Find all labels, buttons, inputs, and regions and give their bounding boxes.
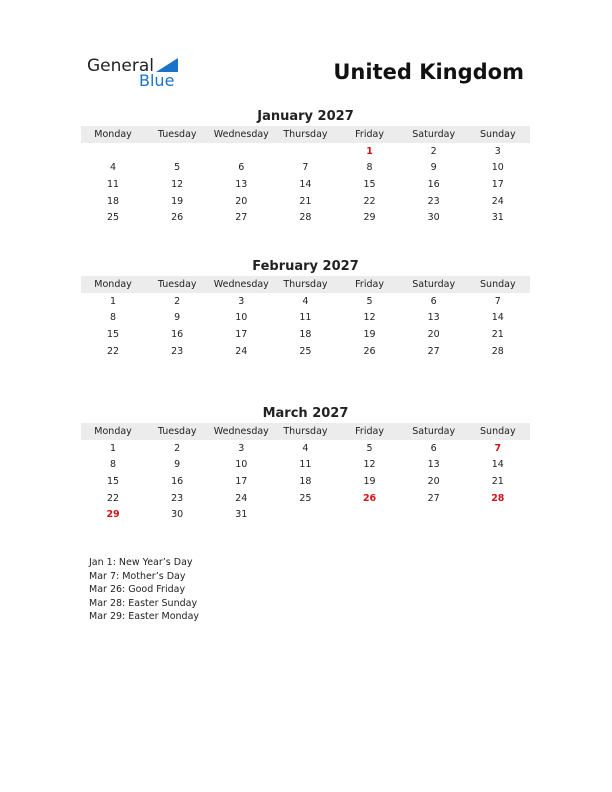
day-cell-holiday: 1 xyxy=(366,145,373,157)
weekday-label: Tuesday xyxy=(157,279,197,290)
day-cell: 7 xyxy=(494,295,501,307)
day-cell: 25 xyxy=(299,492,312,504)
day-cell: 5 xyxy=(174,162,181,174)
day-cell: 9 xyxy=(174,312,181,324)
day-cell-holiday: 29 xyxy=(106,509,120,521)
day-cell: 8 xyxy=(110,312,117,324)
day-cell: 3 xyxy=(238,442,245,454)
day-cell-holiday: 26 xyxy=(362,492,377,504)
weekday-header-row xyxy=(81,276,530,293)
day-cell: 18 xyxy=(107,195,120,207)
week-row xyxy=(81,506,530,523)
week-row xyxy=(81,176,530,193)
day-cell: 11 xyxy=(107,178,120,190)
week-row xyxy=(81,440,530,457)
day-cell: 15 xyxy=(107,475,120,487)
week-row xyxy=(81,193,530,210)
month-block xyxy=(81,405,530,523)
day-cell: 4 xyxy=(110,162,117,174)
day-cell: 24 xyxy=(491,195,504,207)
day-cell: 5 xyxy=(366,442,373,454)
day-cell: 19 xyxy=(363,475,376,487)
day-cell: 23 xyxy=(171,492,184,504)
day-cell: 22 xyxy=(107,345,120,357)
weekday-label: Sunday xyxy=(480,279,516,290)
day-cell: 11 xyxy=(299,459,312,471)
day-cell: 14 xyxy=(491,459,504,471)
weekday-header-row xyxy=(81,423,530,440)
day-cell: 12 xyxy=(363,459,376,471)
day-cell: 25 xyxy=(107,212,120,224)
weekday-label: Tuesday xyxy=(157,426,197,437)
day-cell: 31 xyxy=(491,212,504,224)
holiday-item: Mar 28: Easter Sunday xyxy=(89,597,198,609)
day-cell: 3 xyxy=(494,145,501,157)
day-cell: 18 xyxy=(299,328,312,340)
day-cell: 29 xyxy=(363,212,376,224)
day-cell: 14 xyxy=(491,312,504,324)
day-cell: 26 xyxy=(363,345,376,357)
day-cell: 10 xyxy=(235,312,248,324)
day-cell: 4 xyxy=(302,442,309,454)
weekday-label: Thursday xyxy=(283,279,328,290)
day-cell: 23 xyxy=(171,345,184,357)
day-cell: 16 xyxy=(171,475,184,487)
day-cell: 8 xyxy=(366,162,373,174)
day-cell: 27 xyxy=(427,345,440,357)
day-cell: 3 xyxy=(238,295,245,307)
weekday-label: Sunday xyxy=(480,426,516,437)
day-cell: 22 xyxy=(363,195,376,207)
day-cell: 21 xyxy=(299,195,312,207)
day-cell: 14 xyxy=(299,178,312,190)
day-cell: 9 xyxy=(430,162,437,174)
holiday-item: Mar 29: Easter Monday xyxy=(89,611,200,622)
day-cell: 19 xyxy=(363,328,376,340)
day-cell: 2 xyxy=(430,145,437,157)
month-block xyxy=(81,258,530,359)
day-cell: 27 xyxy=(235,212,248,224)
weekday-label: Monday xyxy=(94,129,132,140)
day-cell: 17 xyxy=(235,328,248,340)
day-cell: 16 xyxy=(427,178,440,190)
day-cell: 6 xyxy=(430,442,437,454)
week-row xyxy=(81,326,530,343)
logo-text-blue: Blue xyxy=(139,71,175,90)
day-cell: 8 xyxy=(110,459,117,471)
day-cell: 1 xyxy=(110,295,117,307)
day-cell: 4 xyxy=(302,295,309,307)
day-cell: 28 xyxy=(491,345,504,357)
day-cell: 18 xyxy=(299,475,312,487)
day-cell: 9 xyxy=(174,459,181,471)
month-block xyxy=(81,108,530,226)
holiday-list xyxy=(89,556,199,624)
day-cell: 26 xyxy=(171,212,184,224)
day-cell: 2 xyxy=(174,295,181,307)
day-cell: 6 xyxy=(430,295,437,307)
weekday-label: Saturday xyxy=(412,426,456,437)
weekday-label: Monday xyxy=(94,426,132,437)
week-row xyxy=(81,143,530,160)
day-cell: 20 xyxy=(427,328,440,340)
month-title: March 2027 xyxy=(262,406,349,421)
day-cell: 10 xyxy=(491,162,504,174)
day-cell: 21 xyxy=(491,328,504,340)
weekday-label: Saturday xyxy=(412,129,456,140)
day-cell: 30 xyxy=(427,212,440,224)
day-cell-holiday: 28 xyxy=(491,492,505,504)
day-cell: 13 xyxy=(427,459,440,471)
day-cell: 22 xyxy=(107,492,120,504)
weekday-label: Friday xyxy=(355,426,384,437)
weekday-label: Thursday xyxy=(283,426,328,437)
weekday-label: Wednesday xyxy=(213,279,269,290)
weekday-label: Friday xyxy=(355,129,384,140)
day-cell: 17 xyxy=(235,475,248,487)
logo xyxy=(87,56,187,92)
day-cell: 2 xyxy=(174,442,181,454)
week-row xyxy=(81,209,530,226)
day-cell: 12 xyxy=(363,312,376,324)
day-cell: 16 xyxy=(171,328,184,340)
country-title: United Kingdom xyxy=(333,60,524,84)
day-cell: 24 xyxy=(235,345,248,357)
weekday-label: Friday xyxy=(355,279,384,290)
week-row xyxy=(81,160,530,177)
day-cell: 6 xyxy=(238,162,245,174)
weekday-label: Sunday xyxy=(480,129,516,140)
week-row xyxy=(81,310,530,327)
logo-triangle-icon xyxy=(156,58,178,72)
day-cell: 24 xyxy=(235,492,248,504)
month-title: January 2027 xyxy=(257,109,354,124)
month-title: February 2027 xyxy=(252,259,359,274)
day-cell: 20 xyxy=(235,195,248,207)
week-row xyxy=(81,457,530,474)
day-cell: 15 xyxy=(107,328,120,340)
weekday-label: Saturday xyxy=(412,279,456,290)
day-cell: 31 xyxy=(235,509,248,521)
day-cell: 1 xyxy=(110,442,117,454)
day-cell: 12 xyxy=(171,178,184,190)
holiday-item: Mar 7: Mother’s Day xyxy=(89,570,186,582)
day-cell: 17 xyxy=(491,178,504,190)
day-cell: 25 xyxy=(299,345,312,357)
day-cell-holiday: 7 xyxy=(494,442,502,454)
weekday-label: Wednesday xyxy=(213,426,269,437)
day-cell: 7 xyxy=(302,162,309,174)
day-cell: 30 xyxy=(171,509,184,521)
weekday-label: Monday xyxy=(94,279,132,290)
day-cell: 23 xyxy=(427,195,440,207)
day-cell: 20 xyxy=(427,475,440,487)
day-cell: 15 xyxy=(363,178,376,190)
holiday-item: Mar 26: Good Friday xyxy=(89,584,186,595)
day-cell: 13 xyxy=(235,178,248,190)
week-row xyxy=(81,343,530,360)
weekday-label: Wednesday xyxy=(213,129,269,140)
weekday-label: Thursday xyxy=(283,129,328,140)
day-cell: 10 xyxy=(235,459,248,471)
week-row xyxy=(81,490,530,507)
holiday-item: Jan 1: New Year’s Day xyxy=(89,557,193,568)
day-cell: 19 xyxy=(171,195,184,207)
weekday-label: Tuesday xyxy=(157,129,197,140)
day-cell: 28 xyxy=(299,212,312,224)
day-cell: 5 xyxy=(366,295,373,307)
day-cell: 13 xyxy=(427,312,440,324)
day-cell: 27 xyxy=(427,492,440,504)
day-cell: 11 xyxy=(299,312,312,324)
day-cell: 21 xyxy=(491,475,504,487)
weekday-header-row xyxy=(81,126,530,143)
week-row xyxy=(81,293,530,310)
logo-text-general: General xyxy=(87,56,154,76)
week-row xyxy=(81,473,530,490)
